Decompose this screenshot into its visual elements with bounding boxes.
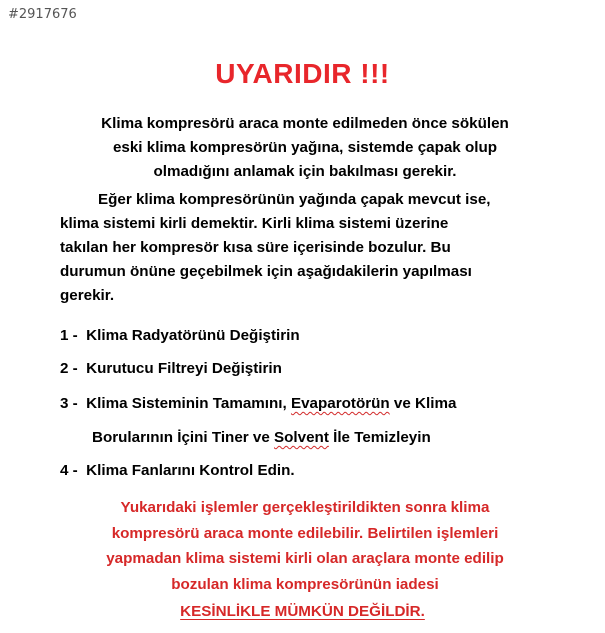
misspelled-word: Solvent bbox=[274, 429, 329, 446]
list-item-3-text: İle Temizleyin bbox=[328, 429, 431, 446]
listing-id: #2917676 bbox=[8, 7, 77, 22]
list-item-3-continued bbox=[92, 429, 431, 446]
notice-line: kompresörü araca monte edilebilir. Belirtilen işlemleri bbox=[111, 524, 499, 542]
list-item-3-text: ve Klima bbox=[389, 395, 457, 412]
body-paragraph bbox=[60, 188, 550, 308]
misspelled-word: Evaparotörün bbox=[290, 395, 390, 412]
list-item-2: 2 - Kurutucu Filtreyi Değiştirin bbox=[60, 360, 282, 377]
intro-line: Klima kompresörü araca monte edilmeden önce sökülen bbox=[101, 115, 509, 132]
intro-line: eski klima kompresörün yağına, sistemde çapak olup bbox=[112, 139, 498, 156]
body-line: Eğer klima kompresörünün yağında çapak mevcut ise, bbox=[98, 191, 491, 208]
list-item-3-text: 3 - Klima Sisteminin Tamamını, bbox=[60, 395, 291, 412]
notice-line: yapmadan klima sistemi kirli olan araçlara monte edilip bbox=[106, 550, 504, 567]
list-item-4: 4 - Klima Fanlarını Kontrol Edin. bbox=[60, 462, 295, 479]
intro-paragraph bbox=[60, 112, 550, 184]
warning-title: UYARIDIR !!! bbox=[215, 58, 390, 89]
list-item-3-text: Borularının İçini Tiner ve bbox=[92, 429, 275, 446]
intro-line: olmadığını anlamak için bakılması gerekir. bbox=[153, 163, 457, 180]
notice-paragraph bbox=[55, 495, 555, 597]
list-item-3 bbox=[60, 395, 456, 412]
body-line: takılan her kompresör kısa süre içerisinde bozulur. Bu bbox=[60, 239, 451, 256]
notice-line: Yukarıdaki işlemler gerçekleştirildikten sonra klima bbox=[120, 499, 490, 516]
final-warning: KESİNLİKLE MÜMKÜN DEĞİLDİR. bbox=[180, 603, 425, 620]
notice-line: bozulan klima kompresörünün iadesi bbox=[171, 575, 439, 593]
body-line: klima sistemi kirli demektir. Kirli klima sistemi üzerine bbox=[60, 215, 449, 232]
body-line: gerekir. bbox=[60, 287, 115, 304]
body-line: durumun önüne geçebilmek için aşağıdakilerin yapılması bbox=[60, 263, 472, 280]
list-item-1: 1 - Klima Radyatörünü Değiştirin bbox=[60, 327, 300, 344]
